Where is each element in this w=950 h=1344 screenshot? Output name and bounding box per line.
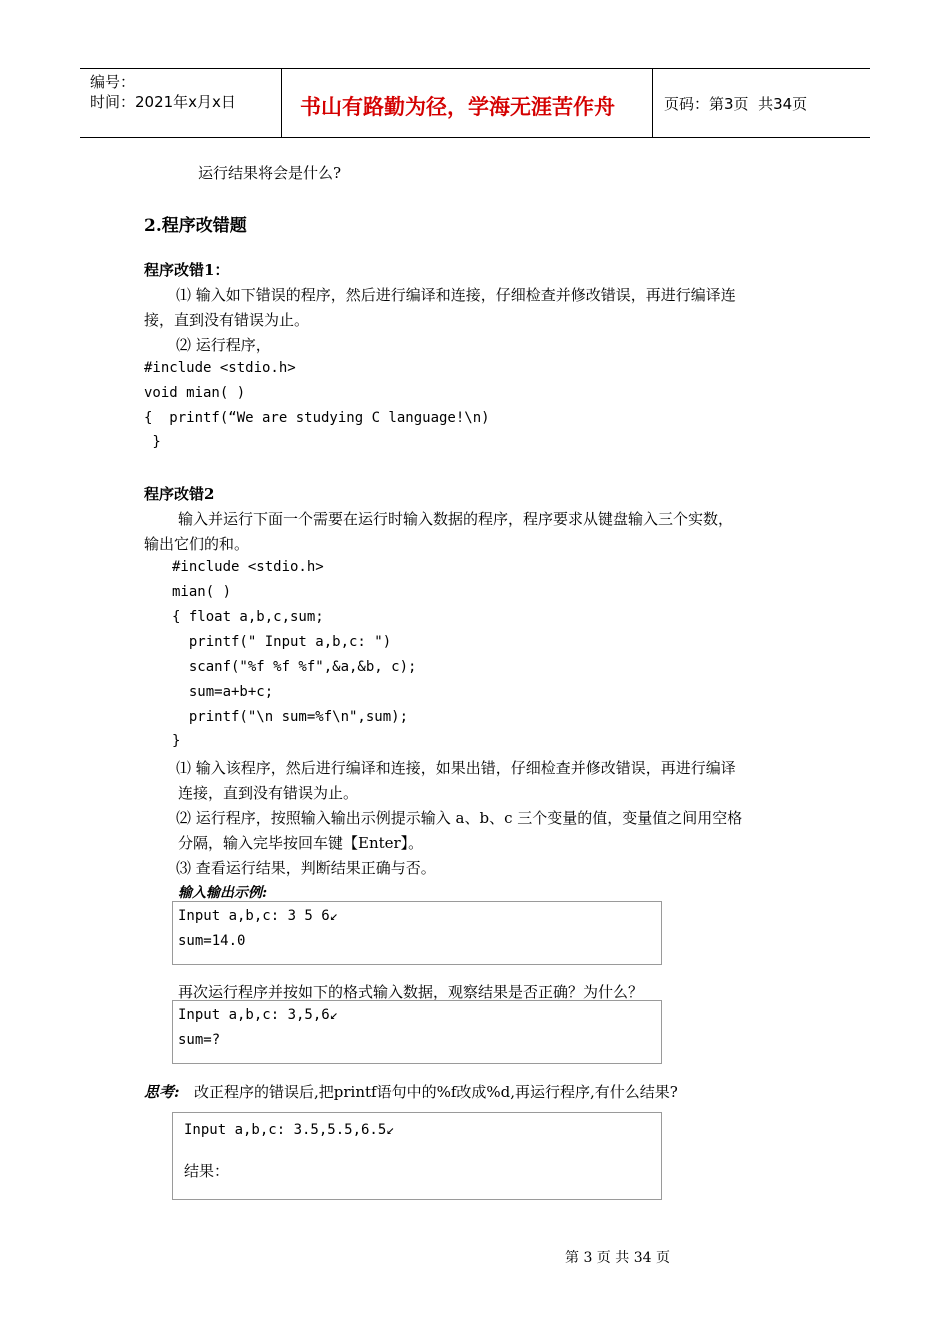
rerun-text: 再次运行程序并按如下的格式输入数据，观察结果是否正确？为什么？: [178, 983, 644, 1001]
ex2-code-line: printf("\n sum=%f\n",sum);: [172, 709, 409, 725]
header-page-label: 页码：第3页 共34页: [664, 95, 808, 113]
example-io-line: sum=14.0: [178, 933, 246, 949]
ex2-code-line: printf(" Input a,b,c: "): [172, 634, 392, 650]
section-title: 2.程序改错题: [144, 216, 247, 236]
ex2-step3: ⑶ 查看运行结果，判断结果正确与否。: [176, 859, 436, 877]
page-footer: 第 3 页 共 34 页: [565, 1250, 670, 1266]
ex2-step2-line2: 分隔，输入完毕按回车键【Enter】。: [178, 834, 424, 852]
rerun-io-line: Input a,b,c: 3,5,6↙: [178, 1007, 339, 1023]
ex2-code-line: { float a,b,c,sum;: [172, 609, 324, 625]
ex1-title: 程序改错1：: [144, 261, 230, 279]
header-motto: 书山有路勤为径，学海无涯苦作舟: [300, 94, 615, 119]
think-label: 思考:: [144, 1083, 180, 1101]
ex2-title: 程序改错2: [144, 485, 215, 503]
ex2-step2-line1: ⑵ 运行程序，按照输入输出示例提示输入 a、b、c 三个变量的值，变量值之间用空格: [176, 809, 743, 827]
ex2-code-line: sum=a+b+c;: [172, 684, 274, 700]
ex2-desc-line1: 输入并运行下面一个需要在运行时输入数据的程序，程序要求从键盘输入三个实数，: [178, 510, 734, 528]
ex1-step1-line1: ⑴ 输入如下错误的程序，然后进行编译和连接，仔细检查并修改错误，再进行编译连: [176, 286, 736, 304]
ex2-code-line: scanf("%f %f %f",&a,&b, c);: [172, 659, 417, 675]
header-motto-cell: [282, 69, 653, 137]
think-io-line: 结果：: [184, 1162, 230, 1180]
ex2-code-line: #include <stdio.h>: [172, 559, 324, 575]
ex1-step1-line2: 接，直到没有错误为止。: [144, 311, 310, 329]
ex2-code-line: mian( ): [172, 584, 232, 600]
ex1-code-line: void mian( ): [144, 385, 246, 401]
ex2-step1-line2: 连接，直到没有错误为止。: [178, 784, 359, 802]
example-label: 输入输出示例:: [178, 885, 268, 901]
header-left-cell: [80, 69, 282, 137]
rerun-io-line: sum=?: [178, 1032, 221, 1048]
ex1-step2: ⑵ 运行程序，: [176, 336, 271, 354]
ex2-step1-line1: ⑴ 输入该程序，然后进行编译和连接，如果出错，仔细检查并修改错误，再进行编译: [176, 759, 736, 777]
page-header: [80, 68, 870, 138]
serial-label: 编号：: [90, 73, 136, 91]
ex1-code-line: { printf(“We are studying C language!\n): [144, 410, 490, 426]
example-io-box: [172, 901, 662, 965]
date-label: 时间：2021年x月x日: [90, 93, 236, 111]
think-io-line: Input a,b,c: 3.5,5.5,6.5↙: [184, 1122, 395, 1138]
think-io-box: [172, 1112, 662, 1200]
header-page-cell: [654, 69, 870, 137]
ex1-code-line: #include <stdio.h>: [144, 360, 296, 376]
ex1-code-line: }: [144, 434, 161, 450]
ex2-desc-line2: 输出它们的和。: [144, 535, 250, 553]
intro-question: 运行结果将会是什么?: [198, 164, 342, 182]
rerun-io-box: [172, 1000, 662, 1064]
ex2-code-line: }: [172, 733, 181, 749]
think-text: 改正程序的错误后,把printf语句中的%f改成%d,再运行程序,有什么结果?: [194, 1083, 678, 1101]
example-io-line: Input a,b,c: 3 5 6↙: [178, 908, 339, 924]
